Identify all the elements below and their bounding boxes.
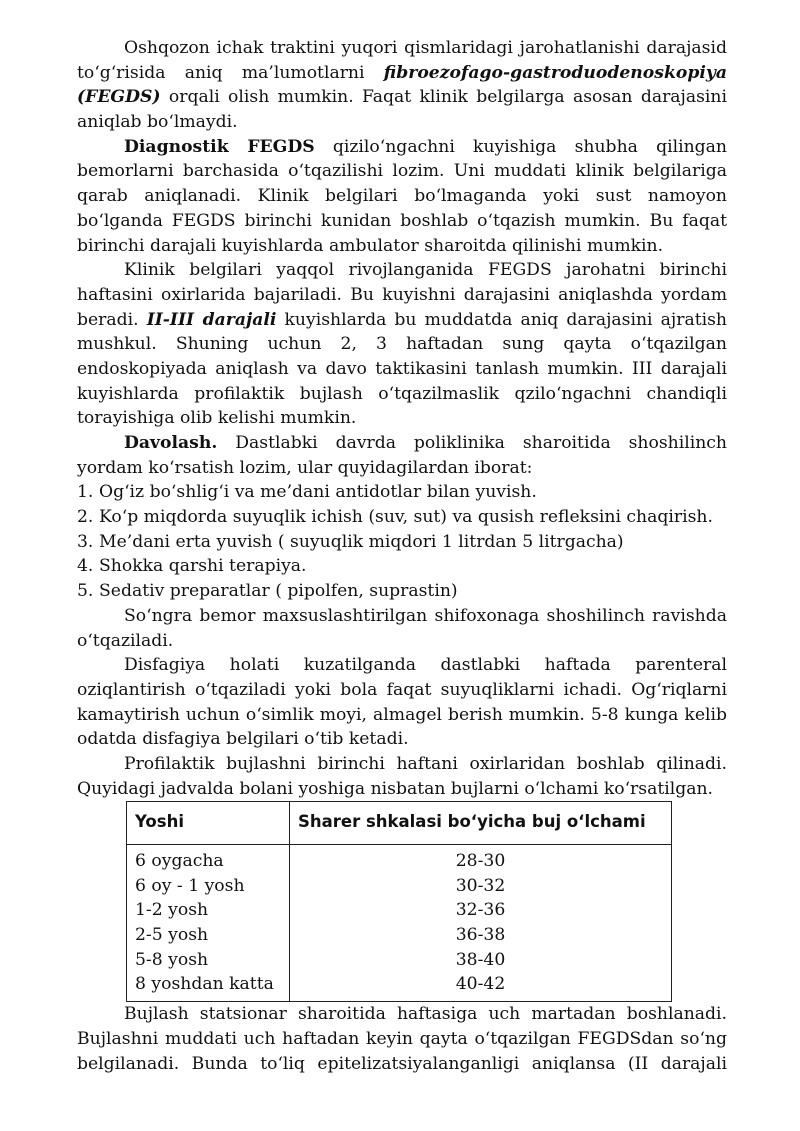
column-header-size: Sharer shkalasi bo‘yicha buj o‘lchami [290,802,672,845]
size-column [290,845,672,1002]
emphasis-term: II-III darajali [146,309,277,330]
age-column [127,845,290,1002]
paragraph-line: kuyishlarda profilaktik bujlash o‘tqazilmaslik qzilo‘ngachni chandiqli [77,383,727,404]
table-cell: 40-42 [455,974,506,995]
table-cell: 8 yoshdan katta [135,974,274,995]
paragraph-line: Diagnostik FEGDS qizilo‘ngachni kuyishiga shubha qilingan [124,136,727,157]
paragraph-line: qarab aniqlanadi. Klinik belgilari bo‘lmaganda yoki sust namoyon [77,186,727,207]
table-body-row [127,845,672,1002]
table-cell: 6 oy - 1 yosh [135,875,245,896]
paragraph-line: kamaytirish uchun o‘simlik moyi, almagel berish mumkin. 5-8 kunga kelib [77,704,727,725]
paragraph-line: (FEGDS) orqali olish mumkin. Faqat klinik belgilarga asosan darajasini [77,87,727,108]
emphasis-term: (FEGDS) [77,87,161,108]
column-header-age: Yoshi [127,802,290,845]
table-cell: 38-40 [455,949,506,970]
paragraph-line: Bujlash statsionar sharoitida haftasiga uch martadan boshlanadi. [124,1004,727,1025]
bougie-size-table [126,801,672,1002]
paragraph-line: So‘ngra bemor maxsuslashtirilgan shifoxonaga shoshilinch ravishda [124,605,727,626]
bold-term: Diagnostik FEGDS [124,136,315,157]
paragraph-line: odatda disfagiya belgilari o‘tib ketadi. [77,729,409,750]
table-cell: 2-5 yosh [135,925,209,946]
list-item: 2. Ko‘p miqdorda suyuqlik ichish (suv, sut) va qusish refleksini chaqirish. [77,507,713,528]
paragraph-line: aniqlab bo‘lmaydi. [77,112,238,133]
table-cell: 1-2 yosh [135,900,209,921]
paragraph-line: Quyidagi jadvalda bolani yoshiga nisbatan bujlarni o‘lchami ko‘rsatilgan. [77,778,714,799]
paragraph-line: haftasini oxirlarida bajariladi. Bu kuyishni darajasini aniqlashda yordam [77,284,727,305]
list-item: 4. Shokka qarshi terapiya. [77,556,307,577]
list-item: 1. Og‘iz bo‘shlig‘i va me’dani antidotlar bilan yuvish. [77,482,537,503]
emphasis-term: fibroezofago-gastroduodenoskopiya [383,62,727,83]
paragraph-line: bemorlarni barchasida o‘tqazilishi lozim. Uni muddati klinik belgilariga [77,161,727,182]
paragraph-line: Oshqozon ichak traktini yuqori qismlaridagi jarohatlanishi darajasid [124,38,727,58]
table-cell: 30-32 [455,875,506,896]
table-header-row [127,802,672,845]
list-item: 5. Sedativ preparatlar ( pipolfen, suprastin) [77,581,458,602]
paragraph-line: Profilaktik bujlashni birinchi haftani oxirlaridan boshlab qilinadi. [124,753,727,774]
paragraph-line: Davolash. Dastlabki davrda poliklinika sharoitida shoshilinch [124,433,727,453]
table-cell: 6 oygacha [135,851,224,872]
paragraph-line: o‘tqaziladi. [77,630,174,651]
table-cell: 28-30 [455,851,506,872]
paragraph-line: yordam ko‘rsatish lozim, ular quyidagilardan iborat: [77,457,533,478]
paragraph-line: mushkul. Shuning uchun 2, 3 haftadan sung qayta o‘tqazilgan [77,334,727,355]
paragraph-line: torayishiga olib kelishi mumkin. [77,408,357,429]
paragraph-line: Klinik belgilari yaqqol rivojlanganida FEGDS jarohatni birinchi [124,260,727,281]
paragraph-line: Bujlashni muddati uch haftadan keyin qayta o‘tqazilgan FEGDSdan so‘ng [77,1028,727,1049]
paragraph-line: belgilanadi. Bunda to‘liq epitelizatsiyalanganligi aniqlansa (II darajali [77,1053,727,1074]
table-cell: 5-8 yosh [135,949,209,970]
paragraph-line: beradi. II-III darajali kuyishlarda bu muddatda aniq darajasini ajratish [77,309,727,330]
paragraph-line: oziqlantirish o‘tqaziladi yoki bola faqat suyuqliklarni ichadi. Og‘riqlarni [77,679,727,700]
section-heading: Davolash. [124,433,218,453]
paragraph-line: bo‘lganda FEGDS birinchi kunidan boshlab o‘tqazish mumkin. Bu faqat [77,210,727,231]
document-page [77,36,727,1076]
paragraph-line: to‘g‘risida aniq ma’lumotlarni fibroezofago-gastroduodenoskopiya [77,62,727,83]
table-cell: 32-36 [455,900,506,921]
table-cell: 36-38 [455,925,506,946]
paragraph-line: birinchi darajali kuyishlarda ambulator sharoitda qilinishi mumkin. [77,235,664,256]
paragraph-line: Disfagiya holati kuzatilganda dastlabki haftada parenteral [124,655,727,676]
list-item: 3. Me’dani erta yuvish ( suyuqlik miqdori 1 litrdan 5 litrgacha) [77,531,624,552]
paragraph-line: endoskopiyada aniqlash va davo taktikasini tanlash mumkin. III darajali [77,358,727,379]
